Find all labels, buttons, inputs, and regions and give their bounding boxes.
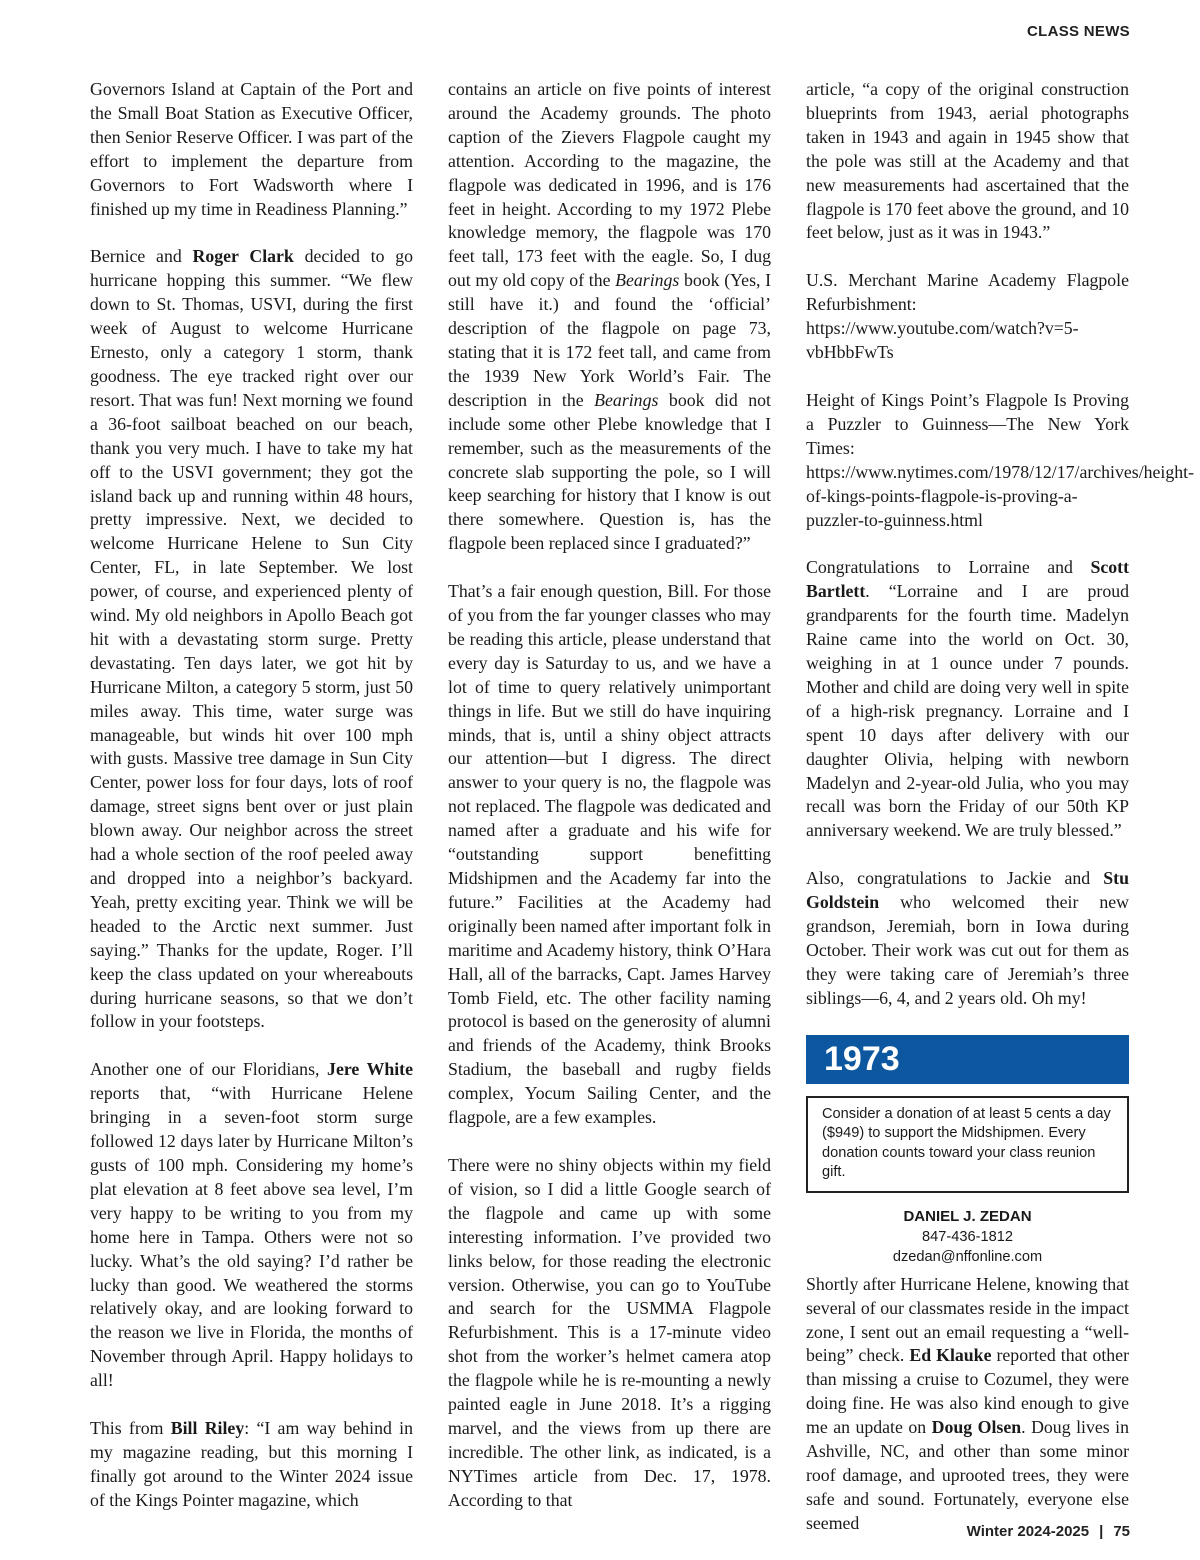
paragraph: contains an article on five points of interest around the Academy grounds. The photo caption of the Zievers Flagpole caught my attention. According to the magazine, the flagpole was dedicated in 1996, and is 176 feet in height. According to my 1972 Plebe knowledge memory, the flagpole was 170 feet tall, 173 feet with the eagle. So, I dug out my old copy of the Bearings book (Yes, I still have it.) and found the ‘official’ description of the flagpole on page 73, stating that it is 172 feet tall, and came from the 1939 New York World’s Fair. The description in the Bearings book did not include some other Plebe knowledge that I remember, such as the measurements of the concrete slab supporting the pole, so I will keep searching for history that I know is out there somewhere. Question is, has the flagpole been replaced since I graduated?” — [448, 79, 771, 554]
paragraph: This from Bill Riley: “I am way behind in my magazine reading, but this morning I finally got around to the Winter 2024 issue of the Kings Pointer magazine, which — [90, 1418, 413, 1510]
paragraph: Bernice and Roger Clark decided to go hurricane hopping this summer. “We flew down to St. Thomas, USVI, during the first week of August to welcome Hurricane Ernesto, only a category 1 storm, thank goodness. The eye tracked right over our resort. That was fun! Next morning we found a 36-foot sailboat beached on our beach, thank you very much. I have to take my hat off to the USVI government; they got the island back up and running within 48 hours, pretty impressive. Next, we decided to welcome Hurricane Helene to Sun City Center, FL, in late September. We lost power, of course, and experienced plenty of wind. My old neighbors in Apollo Beach got hit with a devastating storm surge. Pretty devastating. Ten days later, we got hit by Hurricane Milton, a category 5 storm, just 50 miles away. This time, water surge was manageable, but winds hit over 100 mph with gusts. Massive tree damage in Sun City Center, power loss for four days, lots of roof damage, street signs bent over or just plain blown away. Our neighbor across the street had a whole section of the roof peeled away and dropped into a neighbor’s backyard. Yeah, pretty exciting year. Think we will be headed to the Arctic next summer. Just saying.” Thanks for the update, Roger. I’ll keep the class updated on your whereabouts during hurricane seasons, so that we don’t follow in your footsteps. — [90, 246, 414, 1032]
paragraph: Another one of our Floridians, Jere White reports that, “with Hurricane Helene bringing in a seven-foot storm surge followed 12 days later by Hurricane Milton’s gusts of 100 mph. Considering my home’s plat elevation at 8 feet above sea level, I’m very happy to be writing to you from my home here in Tampa. Others were not so lucky. What’s the old saying? I’d rather be lucky than good. We weathered the storms relatively okay, and are looking forward to the reason we live in Florida, the months of November through April. Happy holidays to all! — [90, 1059, 413, 1391]
contact-email: dzedan@nffonline.com — [892, 1248, 1043, 1265]
column-3 — [806, 78, 1195, 1560]
link-nytimes: Height of Kings Point’s Flagpole Is Proving a Puzzler to Guinness—The New York Times: https://www.nytimes.com/1978/12/17/archives/height-of-kings-points-flagpole-is-proving-a-puzzler-to-guinness.html — [806, 389, 1195, 530]
classmate-name: Stu Goldstein — [806, 868, 1129, 913]
book-title: Bearings — [594, 389, 659, 410]
classmate-name: Roger Clark — [192, 246, 294, 267]
page-number: 75 — [1113, 1523, 1130, 1540]
paragraph: That’s a fair enough question, Bill. For those of you from the far younger classes who may be reading this article, please understand that every day is Saturday to us, and we have a lot of time to query relatively unimportant things in life. But we still do have inquiring minds, that is, until a shiny object attracts our attention—but I digress. The direct answer to your query is no, the flagpole was not replaced. The flagpole was dedicated and named after a graduate and his wife for “outstanding support benefitting Midshipmen and the Academy far into the future.” Facilities at the Academy had originally been named after important folk in maritime and Academy history, think O’Hara Hall, all of the barracks, Capt. James Harvey Tomb Field, etc. The other facility naming protocol is based on the generosity of alumni and friends of the Academy, think Brooks Stadium, the baseball and rugby fields complex, Yocum Sailing Center, and the flagpole, are a few examples. — [448, 581, 771, 1128]
class-year-banner: 1973 — [806, 1035, 1129, 1084]
column-1 — [90, 78, 413, 1537]
section-header: CLASS NEWS — [1026, 23, 1130, 40]
paragraph: Shortly after Hurricane Helene, knowing that several of our classmates reside in the impact zone, I sent out an email requesting a “well-being” check. Ed Klauke reported that other than missing a cruise to Cozumel, they were doing fine. He was also kind enough to give me an update on Doug Olsen. Doug lives in Ashville, NC, and other than some minor roof damage, and uprooted trees, they were safe and sound. Fortunately, everyone else seemed — [806, 1273, 1129, 1533]
page-footer — [967, 1523, 1130, 1540]
classmate-name: Ed Klauke — [909, 1345, 992, 1366]
class-contact — [806, 1207, 1129, 1267]
classmate-name: Bill Riley — [170, 1418, 245, 1439]
paragraph: Governors Island at Captain of the Port and the Small Boat Station as Executive Officer, then Senior Reserve Officer. I was part of the effort to implement the departure from Governors to Fort Wadsworth where I finished up my time in Readiness Planning.” — [90, 79, 413, 219]
column-2 — [448, 78, 771, 1537]
issue-label: Winter 2024-2025 — [966, 1523, 1090, 1540]
contact-phone: 847-436-1812 — [922, 1228, 1013, 1245]
paragraph: Also, congratulations to Jackie and Stu Goldstein who welcomed their new grandson, Jeremiah, born in Iowa during October. Their work was cut out for them as they were taking care of Jeremiah’s three siblings—6, 4, and 2 years old. Oh my! — [806, 868, 1129, 1008]
donation-box: Consider a donation of at least 5 cents a day ($949) to support the Midshipmen. Every donation counts toward your class reunion gift. — [806, 1096, 1129, 1193]
classmate-name: Scott Bartlett — [806, 557, 1129, 602]
paragraph: Congratulations to Lorraine and Scott Bartlett. “Lorraine and I are proud grandparents for the fourth time. Madelyn Raine came into the world on Oct. 30, weighing in at 1 ounce under 7 pounds. Mother and child are doing very well in spite of a high-risk pregnancy. Lorraine and I spent 10 days after delivery with our daughter Olivia, helping with newborn Madelyn and 2-year-old Julia, who you may recall was born the Friday of our 50th KP anniversary weekend. We are truly blessed.” — [806, 557, 1129, 841]
paragraph: There were no shiny objects within my field of vision, so I did a little Google search of the flagpole and came up with some interesting information. I’ve provided two links below, for those reading the electronic version. Otherwise, you can go to YouTube and search for the USMMA Flagpole Refurbishment. This is a 17-minute video shot from the worker’s helmet camera atop the flagpole while he is re-mounting a newly painted eagle in June 2018. It’s a rigging marvel, and the views from up there are incredible. The other link, as indicated, is a NYTimes article from Dec. 17, 1978. According to that — [448, 1154, 771, 1510]
link-youtube: U.S. Merchant Marine Academy Flagpole Refurbishment: https://www.youtube.com/watch?v=5-vbHbbFwTs — [806, 270, 1129, 363]
classmate-name: Doug Olsen — [931, 1417, 1022, 1438]
book-title: Bearings — [615, 270, 680, 291]
footer-separator: | — [1099, 1523, 1104, 1540]
classmate-name: Jere White — [327, 1059, 413, 1080]
paragraph: article, “a copy of the original construction blueprints from 1943, aerial photographs taken in 1943 and again in 1945 show that the pole was still at the Academy and that new measurements had ascertained that the flagpole is 170 feet above the ground, and 10 feet below, just as it was in 1943.” — [806, 79, 1129, 243]
contact-name: DANIEL J. ZEDAN — [903, 1207, 1032, 1225]
